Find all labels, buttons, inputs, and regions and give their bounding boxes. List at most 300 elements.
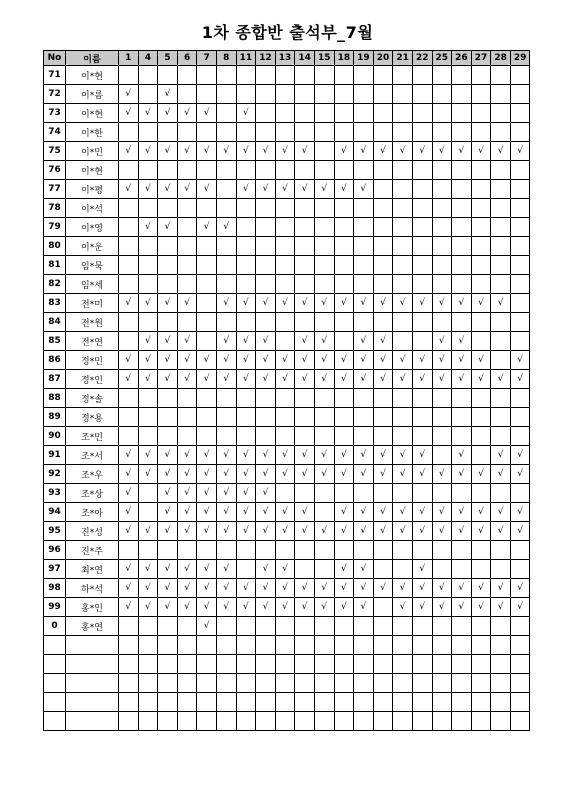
attendance-empty [177, 617, 197, 636]
blank-cell [452, 674, 472, 693]
attendance-check: √ [138, 142, 158, 161]
attendance-empty [158, 199, 178, 218]
attendance-empty [373, 123, 393, 142]
attendance-empty [138, 161, 158, 180]
attendance-empty [491, 180, 511, 199]
blank-cell [471, 636, 491, 655]
attendance-empty [119, 408, 139, 427]
row-number: 73 [44, 104, 66, 123]
attendance-empty [314, 560, 334, 579]
header-day-1: 1 [119, 51, 139, 66]
attendance-empty [216, 180, 236, 199]
attendance-empty [119, 541, 139, 560]
header-day-28: 28 [491, 51, 511, 66]
attendance-check: √ [236, 351, 256, 370]
attendance-check: √ [354, 351, 374, 370]
attendance-empty [314, 123, 334, 142]
attendance-empty [334, 199, 354, 218]
row-number: 74 [44, 123, 66, 142]
attendance-empty [314, 256, 334, 275]
header-day-29: 29 [510, 51, 530, 66]
blank-cell [452, 655, 472, 674]
attendance-empty [354, 256, 374, 275]
attendance-check: √ [158, 503, 178, 522]
attendance-empty [295, 408, 315, 427]
attendance-empty [452, 389, 472, 408]
attendance-empty [491, 237, 511, 256]
attendance-empty [432, 313, 452, 332]
attendance-check: √ [510, 598, 530, 617]
attendance-empty [216, 427, 236, 446]
attendance-empty [432, 180, 452, 199]
attendance-empty [432, 427, 452, 446]
attendance-empty [452, 180, 472, 199]
attendance-check: √ [314, 598, 334, 617]
attendance-check: √ [216, 579, 236, 598]
attendance-empty [510, 408, 530, 427]
attendance-check: √ [295, 351, 315, 370]
attendance-check: √ [138, 465, 158, 484]
attendance-empty [197, 408, 217, 427]
blank-cell [138, 655, 158, 674]
attendance-empty [354, 275, 374, 294]
attendance-empty [373, 484, 393, 503]
attendance-check: √ [275, 598, 295, 617]
attendance-empty [177, 199, 197, 218]
attendance-empty [138, 484, 158, 503]
student-name: 이*평 [66, 180, 119, 199]
header-row [44, 51, 530, 66]
attendance-empty [373, 256, 393, 275]
attendance-check: √ [236, 446, 256, 465]
attendance-empty [314, 484, 334, 503]
attendance-empty [119, 256, 139, 275]
attendance-empty [197, 66, 217, 85]
header-day-19: 19 [354, 51, 374, 66]
attendance-check: √ [236, 370, 256, 389]
attendance-check: √ [412, 351, 432, 370]
attendance-empty [295, 275, 315, 294]
attendance-empty [314, 503, 334, 522]
attendance-check: √ [452, 503, 472, 522]
blank-cell [452, 712, 472, 731]
attendance-empty [373, 66, 393, 85]
attendance-check: √ [452, 332, 472, 351]
attendance-check: √ [256, 503, 276, 522]
attendance-empty [373, 389, 393, 408]
header-name: 이름 [66, 51, 119, 66]
row-number: 89 [44, 408, 66, 427]
attendance-empty [412, 541, 432, 560]
blank-cell [295, 655, 315, 674]
attendance-check: √ [216, 370, 236, 389]
blank-cell [354, 674, 374, 693]
attendance-check: √ [412, 522, 432, 541]
blank-cell [373, 693, 393, 712]
blank-cell [275, 712, 295, 731]
attendance-empty [510, 199, 530, 218]
attendance-empty [314, 313, 334, 332]
header-day-25: 25 [432, 51, 452, 66]
attendance-empty [158, 541, 178, 560]
blank-cell [66, 674, 119, 693]
attendance-check: √ [158, 560, 178, 579]
attendance-empty [491, 123, 511, 142]
attendance-check: √ [197, 446, 217, 465]
attendance-empty [491, 332, 511, 351]
attendance-check: √ [197, 465, 217, 484]
attendance-empty [216, 104, 236, 123]
attendance-check: √ [216, 484, 236, 503]
attendance-empty [412, 408, 432, 427]
attendance-empty [491, 275, 511, 294]
attendance-empty [275, 427, 295, 446]
table-row [44, 541, 530, 560]
table-row [44, 484, 530, 503]
attendance-empty [373, 560, 393, 579]
attendance-check: √ [393, 142, 413, 161]
attendance-check: √ [510, 522, 530, 541]
attendance-empty [314, 66, 334, 85]
attendance-empty [452, 313, 472, 332]
attendance-empty [452, 237, 472, 256]
attendance-check: √ [373, 503, 393, 522]
attendance-empty [334, 104, 354, 123]
attendance-empty [471, 389, 491, 408]
attendance-check: √ [295, 522, 315, 541]
attendance-check: √ [432, 465, 452, 484]
attendance-check: √ [373, 142, 393, 161]
attendance-empty [275, 275, 295, 294]
table-row [44, 66, 530, 85]
attendance-check: √ [510, 446, 530, 465]
blank-cell [256, 655, 276, 674]
table-row [44, 522, 530, 541]
attendance-empty [393, 484, 413, 503]
attendance-empty [138, 123, 158, 142]
attendance-check: √ [393, 370, 413, 389]
blank-cell [158, 674, 178, 693]
attendance-empty [177, 408, 197, 427]
attendance-empty [197, 313, 217, 332]
attendance-check: √ [236, 332, 256, 351]
attendance-empty [510, 560, 530, 579]
attendance-check: √ [314, 522, 334, 541]
blank-cell [373, 636, 393, 655]
attendance-empty [412, 66, 432, 85]
attendance-check: √ [216, 465, 236, 484]
blank-cell [197, 712, 217, 731]
attendance-check: √ [216, 446, 236, 465]
attendance-empty [256, 237, 276, 256]
blank-cell [412, 636, 432, 655]
blank-cell [256, 712, 276, 731]
attendance-empty [275, 199, 295, 218]
attendance-empty [491, 161, 511, 180]
attendance-empty [373, 104, 393, 123]
table-row [44, 370, 530, 389]
blank-cell [471, 712, 491, 731]
attendance-empty [197, 199, 217, 218]
blank-cell [491, 655, 511, 674]
blank-cell [216, 655, 236, 674]
attendance-empty [510, 218, 530, 237]
blank-cell [412, 712, 432, 731]
attendance-check: √ [510, 503, 530, 522]
blank-cell [471, 655, 491, 674]
attendance-empty [471, 85, 491, 104]
attendance-empty [197, 427, 217, 446]
attendance-check: √ [510, 351, 530, 370]
attendance-empty [197, 237, 217, 256]
table-row [44, 351, 530, 370]
attendance-check: √ [354, 503, 374, 522]
attendance-check: √ [177, 142, 197, 161]
attendance-check: √ [236, 503, 256, 522]
attendance-empty [471, 427, 491, 446]
student-name: 전*미 [66, 294, 119, 313]
attendance-empty [256, 66, 276, 85]
attendance-check: √ [275, 180, 295, 199]
attendance-empty [452, 427, 472, 446]
attendance-check: √ [491, 598, 511, 617]
attendance-check: √ [373, 332, 393, 351]
row-number: 77 [44, 180, 66, 199]
header-day-11: 11 [236, 51, 256, 66]
attendance-check: √ [236, 142, 256, 161]
attendance-empty [138, 427, 158, 446]
attendance-empty [314, 85, 334, 104]
attendance-empty [510, 237, 530, 256]
attendance-empty [314, 408, 334, 427]
attendance-check: √ [256, 351, 276, 370]
attendance-empty [295, 237, 315, 256]
blank-cell [236, 674, 256, 693]
attendance-empty [491, 617, 511, 636]
attendance-check: √ [197, 370, 217, 389]
attendance-empty [471, 332, 491, 351]
attendance-check: √ [236, 104, 256, 123]
attendance-check: √ [275, 560, 295, 579]
attendance-check: √ [158, 465, 178, 484]
attendance-empty [491, 313, 511, 332]
attendance-empty [432, 560, 452, 579]
attendance-empty [412, 237, 432, 256]
attendance-check: √ [393, 446, 413, 465]
attendance-empty [295, 617, 315, 636]
attendance-empty [471, 104, 491, 123]
student-name: 이*현 [66, 161, 119, 180]
attendance-empty [158, 123, 178, 142]
attendance-check: √ [216, 332, 236, 351]
student-name: 조*민 [66, 427, 119, 446]
attendance-empty [510, 617, 530, 636]
attendance-check: √ [138, 579, 158, 598]
attendance-empty [119, 123, 139, 142]
row-number: 94 [44, 503, 66, 522]
attendance-empty [177, 275, 197, 294]
attendance-check: √ [471, 294, 491, 313]
attendance-check: √ [491, 294, 511, 313]
blank-cell [66, 636, 119, 655]
attendance-empty [295, 256, 315, 275]
attendance-empty [119, 332, 139, 351]
table-row [44, 560, 530, 579]
header-day-4: 4 [138, 51, 158, 66]
student-name: 임*세 [66, 275, 119, 294]
attendance-check: √ [471, 142, 491, 161]
blank-cell [138, 693, 158, 712]
attendance-check: √ [314, 579, 334, 598]
attendance-empty [216, 408, 236, 427]
attendance-empty [275, 104, 295, 123]
attendance-empty [197, 332, 217, 351]
attendance-empty [314, 237, 334, 256]
attendance-empty [177, 237, 197, 256]
attendance-check: √ [256, 294, 276, 313]
attendance-check: √ [510, 370, 530, 389]
attendance-check: √ [432, 370, 452, 389]
row-number: 87 [44, 370, 66, 389]
attendance-empty [295, 427, 315, 446]
attendance-check: √ [393, 465, 413, 484]
attendance-empty [412, 85, 432, 104]
attendance-check: √ [412, 294, 432, 313]
attendance-empty [138, 256, 158, 275]
attendance-empty [314, 142, 334, 161]
attendance-empty [412, 256, 432, 275]
attendance-empty [197, 85, 217, 104]
attendance-empty [236, 541, 256, 560]
attendance-check: √ [275, 370, 295, 389]
attendance-empty [158, 408, 178, 427]
blank-cell [44, 693, 66, 712]
blank-cell [393, 693, 413, 712]
attendance-check: √ [412, 370, 432, 389]
attendance-empty [373, 313, 393, 332]
blank-cell [44, 712, 66, 731]
blank-cell [491, 674, 511, 693]
attendance-empty [432, 66, 452, 85]
attendance-empty [256, 408, 276, 427]
table-row [44, 617, 530, 636]
attendance-check: √ [295, 370, 315, 389]
attendance-empty [510, 85, 530, 104]
attendance-check: √ [295, 180, 315, 199]
attendance-empty [138, 541, 158, 560]
attendance-empty [412, 617, 432, 636]
attendance-empty [256, 617, 276, 636]
attendance-check: √ [236, 484, 256, 503]
attendance-empty [256, 275, 276, 294]
row-number: 85 [44, 332, 66, 351]
student-name: 이*한 [66, 123, 119, 142]
attendance-check: √ [354, 560, 374, 579]
attendance-empty [295, 541, 315, 560]
header-day-15: 15 [314, 51, 334, 66]
attendance-empty [236, 389, 256, 408]
blank-cell [295, 674, 315, 693]
attendance-empty [236, 66, 256, 85]
table-row [44, 579, 530, 598]
attendance-check: √ [452, 465, 472, 484]
attendance-check: √ [491, 503, 511, 522]
attendance-empty [510, 313, 530, 332]
attendance-empty [334, 541, 354, 560]
attendance-empty [373, 427, 393, 446]
blank-cell [177, 712, 197, 731]
attendance-empty [334, 256, 354, 275]
attendance-empty [452, 541, 472, 560]
attendance-check: √ [432, 294, 452, 313]
attendance-check: √ [432, 598, 452, 617]
student-name: 정*민 [66, 351, 119, 370]
attendance-empty [177, 85, 197, 104]
attendance-check: √ [158, 522, 178, 541]
attendance-check: √ [354, 370, 374, 389]
attendance-empty [412, 389, 432, 408]
attendance-check: √ [197, 522, 217, 541]
attendance-empty [256, 123, 276, 142]
attendance-empty [216, 275, 236, 294]
attendance-empty [393, 104, 413, 123]
attendance-empty [510, 484, 530, 503]
attendance-check: √ [275, 142, 295, 161]
attendance-check: √ [216, 294, 236, 313]
attendance-empty [334, 484, 354, 503]
attendance-empty [510, 256, 530, 275]
attendance-empty [510, 275, 530, 294]
attendance-empty [354, 218, 374, 237]
blank-cell [354, 655, 374, 674]
attendance-empty [216, 199, 236, 218]
attendance-empty [471, 313, 491, 332]
student-name: 홍*인 [66, 598, 119, 617]
attendance-empty [158, 66, 178, 85]
attendance-check: √ [471, 522, 491, 541]
blank-cell [236, 693, 256, 712]
blank-cell [432, 636, 452, 655]
attendance-empty [393, 199, 413, 218]
attendance-check: √ [334, 579, 354, 598]
student-name: 조*서 [66, 446, 119, 465]
blank-cell [275, 655, 295, 674]
blank-cell [510, 636, 530, 655]
attendance-check: √ [197, 351, 217, 370]
attendance-empty [373, 237, 393, 256]
attendance-empty [491, 351, 511, 370]
student-name: 하*석 [66, 579, 119, 598]
attendance-check: √ [275, 579, 295, 598]
blank-cell [236, 636, 256, 655]
blank-cell [44, 655, 66, 674]
blank-cell [393, 674, 413, 693]
attendance-check: √ [138, 332, 158, 351]
table-row [44, 294, 530, 313]
attendance-check: √ [158, 104, 178, 123]
attendance-empty [373, 275, 393, 294]
header-day-6: 6 [177, 51, 197, 66]
attendance-empty [354, 541, 374, 560]
table-row [44, 256, 530, 275]
attendance-check: √ [236, 294, 256, 313]
blank-cell [373, 712, 393, 731]
attendance-empty [452, 85, 472, 104]
attendance-empty [510, 66, 530, 85]
attendance-empty [314, 389, 334, 408]
row-number: 71 [44, 66, 66, 85]
attendance-empty [177, 389, 197, 408]
